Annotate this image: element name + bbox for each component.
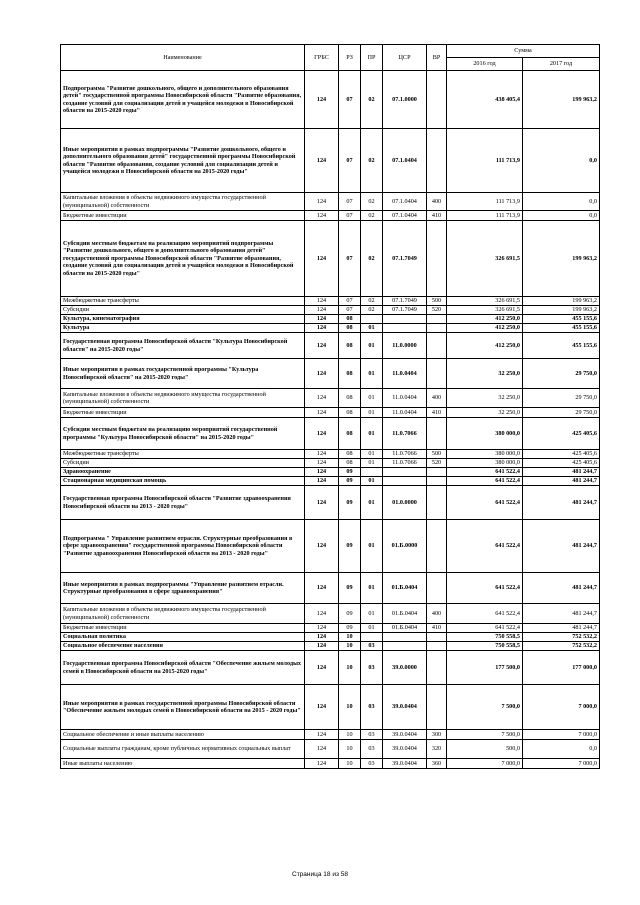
row-sum-2017: 752 532,2 — [523, 633, 600, 642]
row-sum-2017: 0,0 — [523, 211, 600, 221]
row-csr: 01.Б.0000 — [383, 520, 427, 573]
row-vr — [427, 573, 447, 604]
row-pr: 01 — [361, 359, 383, 389]
table-row — [61, 129, 600, 193]
row-sum-2017: 0,0 — [523, 740, 600, 759]
row-csr — [383, 324, 427, 333]
row-sum-2016: 412 250,0 — [447, 324, 523, 333]
row-vr: 400 — [427, 193, 447, 211]
row-vr — [427, 71, 447, 129]
row-sum-2016: 380 000,0 — [447, 459, 523, 468]
table-row — [61, 468, 600, 477]
row-pr: 02 — [361, 306, 383, 315]
row-pr: 03 — [361, 651, 383, 685]
row-grbs: 124 — [305, 468, 339, 477]
row-sum-2016: 380 000,0 — [447, 418, 523, 450]
row-name: Капитальные вложения в объекты недвижимого имущества государственной (муниципальной) собственности — [61, 389, 305, 408]
row-vr — [427, 651, 447, 685]
row-vr — [427, 418, 447, 450]
row-rz: 10 — [339, 685, 361, 730]
row-name: Иные мероприятия в рамках государственной программы "Культура Новосибирской области" на 2015-2020 годы" — [61, 359, 305, 389]
table-row — [61, 297, 600, 306]
table-row — [61, 333, 600, 359]
row-csr: 01.Б.0404 — [383, 573, 427, 604]
row-vr: 400 — [427, 604, 447, 624]
row-sum-2016: 750 558,5 — [447, 633, 523, 642]
row-name: Иные мероприятия в рамках подпрограммы "Управление развитием отрасли. Структурные преобразования в сфере здравоохранения" — [61, 573, 305, 604]
row-sum-2017: 177 000,0 — [523, 651, 600, 685]
row-name: Субсидии — [61, 459, 305, 468]
header-year-2017: 2017 год — [523, 58, 600, 71]
row-vr — [427, 129, 447, 193]
row-grbs: 124 — [305, 651, 339, 685]
row-sum-2017: 7 000,0 — [523, 730, 600, 740]
row-name: Бюджетные инвестиции — [61, 624, 305, 633]
row-sum-2016: 7 000,0 — [447, 759, 523, 769]
row-name: Стационарная медицинская помощь — [61, 477, 305, 486]
row-vr: 500 — [427, 297, 447, 306]
table-row — [61, 359, 600, 389]
row-pr: 01 — [361, 418, 383, 450]
row-csr: 07.1.0000 — [383, 71, 427, 129]
row-csr: 11.0.7066 — [383, 450, 427, 459]
row-sum-2016: 326 691,5 — [447, 306, 523, 315]
table-row — [61, 685, 600, 730]
row-sum-2016: 32 250,0 — [447, 408, 523, 418]
row-grbs: 124 — [305, 418, 339, 450]
row-vr: 320 — [427, 740, 447, 759]
row-name: Культура, кинематография — [61, 315, 305, 324]
row-rz: 09 — [339, 477, 361, 486]
row-vr: 400 — [427, 389, 447, 408]
row-name: Субсидии — [61, 306, 305, 315]
row-name: Здравоохранение — [61, 468, 305, 477]
row-pr: 02 — [361, 221, 383, 297]
table-row — [61, 624, 600, 633]
row-csr: 07.1.7049 — [383, 306, 427, 315]
table-row — [61, 651, 600, 685]
row-sum-2016: 412 250,0 — [447, 333, 523, 359]
row-rz: 08 — [339, 324, 361, 333]
row-rz: 08 — [339, 459, 361, 468]
row-name: Субсидии местным бюджетам на реализацию мероприятий подпрограммы "Развитие дошкольного, общего и дополнительного образования детей" государственной программы Новосибирской области "Развитие образования, создание условий для социализации детей и учащейся молодежи в Новосибирской области на 2015-2020 годы" — [61, 221, 305, 297]
row-sum-2017: 0,0 — [523, 129, 600, 193]
table-header — [61, 45, 600, 71]
table-row — [61, 408, 600, 418]
table-row — [61, 730, 600, 740]
row-csr — [383, 468, 427, 477]
row-sum-2016: 641 522,4 — [447, 604, 523, 624]
row-rz: 07 — [339, 306, 361, 315]
row-sum-2017: 481 244,7 — [523, 624, 600, 633]
row-grbs: 124 — [305, 573, 339, 604]
row-rz: 09 — [339, 604, 361, 624]
row-vr — [427, 359, 447, 389]
row-vr: 360 — [427, 759, 447, 769]
row-name: Государственная программа Новосибирской области "Развитие здравоохранения Новосибирской области на 2013 - 2020 годы" — [61, 486, 305, 520]
row-rz: 09 — [339, 573, 361, 604]
row-sum-2017: 455 155,6 — [523, 333, 600, 359]
row-pr: 02 — [361, 297, 383, 306]
row-name: Подпрограмма " Управление развитием отрасли. Структурные преобразования в сфере здравоохранения" государственной программы Новосибирской области "Развитие здравоохранения Новосибирской области на 2013 - 2020 годы" — [61, 520, 305, 573]
row-rz: 10 — [339, 633, 361, 642]
row-sum-2017: 199 963,2 — [523, 306, 600, 315]
row-grbs: 124 — [305, 324, 339, 333]
row-rz: 08 — [339, 315, 361, 324]
row-vr — [427, 520, 447, 573]
row-sum-2016: 111 713,9 — [447, 211, 523, 221]
row-pr: 03 — [361, 759, 383, 769]
row-grbs: 124 — [305, 740, 339, 759]
row-rz: 08 — [339, 389, 361, 408]
row-name: Социальная политика — [61, 633, 305, 642]
table-row — [61, 486, 600, 520]
row-sum-2017: 481 244,7 — [523, 604, 600, 624]
row-sum-2016: 111 713,9 — [447, 129, 523, 193]
row-sum-2016: 32 250,0 — [447, 359, 523, 389]
row-rz: 10 — [339, 730, 361, 740]
row-grbs: 124 — [305, 604, 339, 624]
row-sum-2017: 199 963,2 — [523, 297, 600, 306]
table-row — [61, 211, 600, 221]
row-sum-2017: 0,0 — [523, 193, 600, 211]
header-csr: ЦСР — [383, 45, 427, 71]
row-grbs: 124 — [305, 389, 339, 408]
row-grbs: 124 — [305, 450, 339, 459]
row-vr: 520 — [427, 459, 447, 468]
header-grbs: ГРБС — [305, 45, 339, 71]
row-pr: 02 — [361, 211, 383, 221]
row-sum-2016: 641 522,4 — [447, 573, 523, 604]
row-csr: 07.1.7049 — [383, 221, 427, 297]
row-grbs: 124 — [305, 333, 339, 359]
table-row — [61, 389, 600, 408]
table-row — [61, 520, 600, 573]
row-pr: 02 — [361, 129, 383, 193]
row-csr: 11.0.0000 — [383, 333, 427, 359]
row-name: Культура — [61, 324, 305, 333]
table-row — [61, 193, 600, 211]
row-pr: 01 — [361, 573, 383, 604]
table-row — [61, 71, 600, 129]
row-sum-2017: 425 405,6 — [523, 418, 600, 450]
row-name: Межбюджетные трансферты — [61, 450, 305, 459]
row-grbs: 124 — [305, 221, 339, 297]
row-name: Капитальные вложения в объекты недвижимого имущества государственной (муниципальной) собственности — [61, 193, 305, 211]
row-csr: 11.0.0404 — [383, 389, 427, 408]
row-sum-2016: 641 522,4 — [447, 468, 523, 477]
row-sum-2016: 7 500,0 — [447, 730, 523, 740]
row-vr — [427, 642, 447, 651]
row-pr — [361, 468, 383, 477]
row-sum-2017: 481 244,7 — [523, 486, 600, 520]
row-pr: 01 — [361, 324, 383, 333]
row-pr: 01 — [361, 459, 383, 468]
row-grbs: 124 — [305, 633, 339, 642]
row-csr: 11.0.7066 — [383, 418, 427, 450]
row-rz: 09 — [339, 486, 361, 520]
row-name: Иные мероприятия в рамках подпрограммы "Развитие дошкольного, общего и дополнительного образования детей" государственной программы Новосибирской области "Развитие образования, создание условий для социализации детей и учащейся молодежи в Новосибирской области на 2015-2020 годы" — [61, 129, 305, 193]
row-name: Иные мероприятия в рамках государственной программы Новосибирской области "Обеспечение жильем молодых семей в Новосибирской области на 2015 - 2020 годы" — [61, 685, 305, 730]
row-grbs: 124 — [305, 520, 339, 573]
row-grbs: 124 — [305, 759, 339, 769]
row-vr — [427, 633, 447, 642]
row-sum-2016: 326 691,5 — [447, 221, 523, 297]
budget-table-page — [60, 44, 599, 769]
row-pr: 01 — [361, 408, 383, 418]
row-pr — [361, 315, 383, 324]
table-row — [61, 573, 600, 604]
table-row — [61, 633, 600, 642]
row-name: Субсидии местным бюджетам на реализацию мероприятий государственной программы "Культура Новосибирской области" на 2015-2020 годы" — [61, 418, 305, 450]
row-grbs: 124 — [305, 486, 339, 520]
row-name: Социальные выплаты гражданам, кроме публичных нормативных социальных выплат — [61, 740, 305, 759]
row-name: Иные выплаты населению — [61, 759, 305, 769]
row-pr — [361, 633, 383, 642]
row-vr — [427, 486, 447, 520]
header-year-2016: 2016 год — [447, 58, 523, 71]
row-sum-2017: 481 244,7 — [523, 573, 600, 604]
row-name: Государственная программа Новосибирской области "Культура Новосибирской области" на 2015-2020 годы" — [61, 333, 305, 359]
row-sum-2016: 500,0 — [447, 740, 523, 759]
row-csr: 39.0.0404 — [383, 685, 427, 730]
row-pr: 01 — [361, 477, 383, 486]
row-rz: 07 — [339, 221, 361, 297]
row-pr: 01 — [361, 604, 383, 624]
row-sum-2016: 412 250,0 — [447, 315, 523, 324]
row-sum-2017: 425 405,6 — [523, 459, 600, 468]
row-rz: 07 — [339, 71, 361, 129]
row-sum-2017: 7 000,0 — [523, 759, 600, 769]
row-sum-2017: 481 244,7 — [523, 520, 600, 573]
table-row — [61, 221, 600, 297]
row-grbs: 124 — [305, 408, 339, 418]
table-row — [61, 306, 600, 315]
row-pr: 01 — [361, 333, 383, 359]
row-name: Социальное обеспечение населения — [61, 642, 305, 651]
row-sum-2017: 199 963,2 — [523, 221, 600, 297]
row-csr — [383, 315, 427, 324]
row-csr: 07.1.0404 — [383, 129, 427, 193]
row-sum-2016: 641 522,4 — [447, 624, 523, 633]
row-grbs: 124 — [305, 211, 339, 221]
row-grbs: 124 — [305, 459, 339, 468]
row-pr: 01 — [361, 486, 383, 520]
row-csr: 39.0.0404 — [383, 759, 427, 769]
row-csr: 07.1.0404 — [383, 193, 427, 211]
budget-table — [60, 44, 600, 769]
row-vr: 500 — [427, 450, 447, 459]
row-rz: 10 — [339, 740, 361, 759]
row-grbs: 124 — [305, 624, 339, 633]
row-vr: 520 — [427, 306, 447, 315]
row-rz: 07 — [339, 193, 361, 211]
table-row — [61, 324, 600, 333]
row-sum-2016: 438 405,4 — [447, 71, 523, 129]
table-body — [61, 71, 600, 769]
row-vr: 410 — [427, 211, 447, 221]
row-sum-2016: 641 522,4 — [447, 477, 523, 486]
table-row — [61, 315, 600, 324]
row-sum-2017: 455 155,6 — [523, 324, 600, 333]
row-vr: 300 — [427, 730, 447, 740]
row-sum-2017: 199 963,2 — [523, 71, 600, 129]
header-vr: ВР — [427, 45, 447, 71]
row-grbs: 124 — [305, 129, 339, 193]
row-csr: 01.Б.0404 — [383, 604, 427, 624]
header-name: Наименование — [61, 45, 305, 71]
row-rz: 08 — [339, 418, 361, 450]
row-pr: 03 — [361, 730, 383, 740]
row-vr — [427, 221, 447, 297]
row-csr: 11.0.0404 — [383, 359, 427, 389]
table-row — [61, 642, 600, 651]
row-grbs: 124 — [305, 642, 339, 651]
row-vr — [427, 477, 447, 486]
row-rz: 09 — [339, 468, 361, 477]
row-csr: 39.0.0404 — [383, 740, 427, 759]
row-csr: 11.0.7066 — [383, 459, 427, 468]
row-pr: 02 — [361, 193, 383, 211]
row-csr: 39.0.0000 — [383, 651, 427, 685]
table-row — [61, 418, 600, 450]
row-csr: 39.0.0404 — [383, 730, 427, 740]
row-grbs: 124 — [305, 730, 339, 740]
row-name: Межбюджетные трансферты — [61, 297, 305, 306]
row-sum-2016: 641 522,4 — [447, 520, 523, 573]
row-pr: 01 — [361, 624, 383, 633]
row-grbs: 124 — [305, 315, 339, 324]
row-sum-2016: 750 558,5 — [447, 642, 523, 651]
row-rz: 08 — [339, 450, 361, 459]
row-rz: 10 — [339, 642, 361, 651]
page-number: Страница 18 из 58 — [292, 871, 348, 878]
row-sum-2017: 29 750,0 — [523, 408, 600, 418]
row-rz: 09 — [339, 520, 361, 573]
row-csr — [383, 642, 427, 651]
row-grbs: 124 — [305, 71, 339, 129]
row-rz: 07 — [339, 129, 361, 193]
row-csr — [383, 633, 427, 642]
header-rz: РЗ — [339, 45, 361, 71]
row-csr: 11.0.0404 — [383, 408, 427, 418]
table-row — [61, 459, 600, 468]
row-csr — [383, 477, 427, 486]
row-sum-2017: 29 750,0 — [523, 359, 600, 389]
table-row — [61, 759, 600, 769]
row-rz: 08 — [339, 359, 361, 389]
row-pr: 01 — [361, 389, 383, 408]
row-csr: 01.0.0000 — [383, 486, 427, 520]
row-csr: 07.1.0404 — [383, 211, 427, 221]
table-row — [61, 477, 600, 486]
row-name: Бюджетные инвестиции — [61, 211, 305, 221]
row-sum-2017: 481 244,7 — [523, 477, 600, 486]
row-csr: 07.1.7049 — [383, 297, 427, 306]
row-sum-2017: 29 750,0 — [523, 389, 600, 408]
row-grbs: 124 — [305, 193, 339, 211]
table-row — [61, 740, 600, 759]
row-grbs: 124 — [305, 306, 339, 315]
row-name: Подпрограмма "Развитие дошкольного, общего и дополнительного образования детей" государственной программы Новосибирской области "Развитие образования, создание условий для социализации детей и учащейся молодежи в Новосибирской области на 2015-2020 годы" — [61, 71, 305, 129]
row-name: Государственная программа Новосибирской области "Обеспечение жильем молодых семей в Новосибирской области на 2015-2020 годы" — [61, 651, 305, 685]
table-row — [61, 450, 600, 459]
row-name: Капитальные вложения в объекты недвижимого имущества государственной (муниципальной) собственности — [61, 604, 305, 624]
row-sum-2016: 32 250,0 — [447, 389, 523, 408]
row-sum-2017: 7 000,0 — [523, 685, 600, 730]
row-sum-2016: 111 713,9 — [447, 193, 523, 211]
row-grbs: 124 — [305, 359, 339, 389]
table-row — [61, 604, 600, 624]
row-grbs: 124 — [305, 297, 339, 306]
row-pr: 02 — [361, 71, 383, 129]
row-sum-2017: 455 155,6 — [523, 315, 600, 324]
row-vr — [427, 315, 447, 324]
row-grbs: 124 — [305, 477, 339, 486]
row-pr: 03 — [361, 642, 383, 651]
row-rz: 10 — [339, 759, 361, 769]
row-sum-2016: 177 500,0 — [447, 651, 523, 685]
row-csr: 01.Б.0404 — [383, 624, 427, 633]
row-name: Социальное обеспечение и иные выплаты населению — [61, 730, 305, 740]
row-pr: 01 — [361, 450, 383, 459]
row-sum-2016: 7 500,0 — [447, 685, 523, 730]
row-sum-2016: 641 522,4 — [447, 486, 523, 520]
row-sum-2016: 380 000,0 — [447, 450, 523, 459]
row-sum-2017: 481 244,7 — [523, 468, 600, 477]
row-sum-2017: 752 532,2 — [523, 642, 600, 651]
row-pr: 03 — [361, 685, 383, 730]
row-sum-2017: 425 405,6 — [523, 450, 600, 459]
row-rz: 08 — [339, 408, 361, 418]
row-vr: 410 — [427, 624, 447, 633]
row-rz: 07 — [339, 297, 361, 306]
row-pr: 03 — [361, 740, 383, 759]
header-sum: Сумма — [447, 45, 600, 58]
row-vr: 410 — [427, 408, 447, 418]
row-pr: 01 — [361, 520, 383, 573]
row-vr — [427, 468, 447, 477]
row-rz: 09 — [339, 624, 361, 633]
row-rz: 08 — [339, 333, 361, 359]
row-rz: 10 — [339, 651, 361, 685]
row-vr — [427, 324, 447, 333]
row-sum-2016: 326 691,5 — [447, 297, 523, 306]
row-vr — [427, 333, 447, 359]
header-pr: ПР — [361, 45, 383, 71]
row-rz: 07 — [339, 211, 361, 221]
row-name: Бюджетные инвестиции — [61, 408, 305, 418]
row-vr — [427, 685, 447, 730]
row-grbs: 124 — [305, 685, 339, 730]
